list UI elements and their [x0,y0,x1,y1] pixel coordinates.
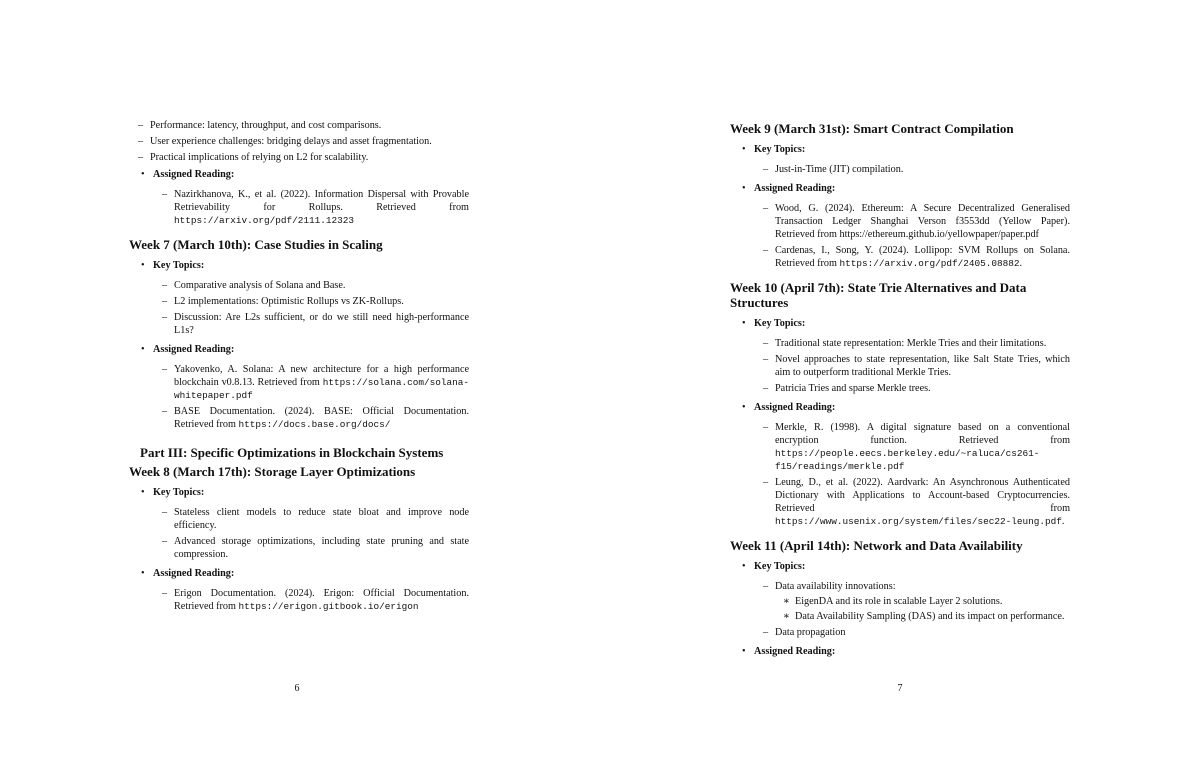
section-label: • Key Topics: [754,144,806,155]
assigned-reading-bullet [730,645,1070,658]
assigned-reading-bullet [730,401,1070,528]
list-item: – Advanced storage optimizations, including state pruning and state compression. [153,535,469,561]
assigned-reading-bullet [129,567,469,613]
reading-list [153,188,469,227]
week6-reading-section [129,168,469,227]
section-label: • Key Topics: [153,487,205,498]
reference-link[interactable]: https://people.eecs.berkeley.edu/~raluca/cs261-f15/readings/merkle.pdf [775,448,1040,472]
reference-link[interactable]: https://docs.base.org/docs/ [238,419,391,430]
section-label: • Key Topics: [754,318,806,329]
reading-list [153,587,469,613]
part-3-heading: Part III: Specific Optimizations in Blockchain Systems [140,445,444,460]
reference-link[interactable]: https://arxiv.org/pdf/2405.08882 [839,258,1020,269]
citation-text: Erigon Documentation. (2024). Erigon: Official Documentation. Retrieved from [174,588,469,612]
topics-list [754,337,1070,395]
section-label: • Assigned Reading: [153,568,235,579]
week-9-section [730,143,1070,270]
week-10-heading: Week 10 (April 7th): State Trie Alternatives and Data Structures [730,280,1027,310]
list-item: – Stateless client models to reduce state bloat and improve node efficiency. [153,506,469,532]
page-7 [600,0,1200,777]
reference-link[interactable]: https://erigon.gitbook.io/erigon [238,601,419,612]
week-11-section [730,560,1070,658]
week-10-section [730,317,1070,528]
subtopics-list [775,595,1070,623]
reading-item [153,587,469,613]
subtopic-item: ∗ Data Availability Sampling (DAS) and its impact on performance. [775,610,1070,623]
reading-item [153,188,469,227]
section-label: • Key Topics: [153,260,205,271]
citation-suffix: . [1061,516,1065,527]
section-label: • Assigned Reading: [153,344,235,355]
list-item: – Just-in-Time (JIT) compilation. [754,163,1070,176]
list-item: – Comparative analysis of Solana and Base. [153,279,469,292]
section-label: • Assigned Reading: [754,646,836,657]
citation-text: BASE Documentation. (2024). BASE: Official Documentation. Retrieved from [174,406,469,430]
week-11-heading: Week 11 (April 14th): Network and Data Availability [730,538,1023,553]
topics-list [754,580,1070,639]
reading-list [754,421,1070,528]
list-item: – User experience challenges: bridging delays and asset fragmentation. [129,135,469,148]
page-number: 6 [294,683,300,694]
list-item: – Discussion: Are L2s sufficient, or do we still need high-performance L1s? [153,311,469,337]
list-item: – Practical implications of relying on L2 for scalability. [129,151,469,164]
reading-list [153,363,469,431]
list-item: – Traditional state representation: Merkle Tries and their limitations. [754,337,1070,350]
week-7-section [129,259,469,431]
key-topics-bullet [730,560,1070,639]
subtopic-item: ∗ EigenDA and its role in scalable Layer 2 solutions. [775,595,1070,608]
section-label: • Key Topics: [754,561,806,572]
week-8-heading: Week 8 (March 17th): Storage Layer Optimizations [129,464,416,479]
citation-suffix: . [1019,258,1023,269]
topic-text: Data availability innovations: [775,581,896,592]
page-7-content [730,119,1070,665]
assigned-reading-bullet [129,343,469,431]
citation-text: Merkle, R. (1998). A digital signature based on a conventional encryption function. Retrieved from [775,422,1070,446]
week-7-heading: Week 7 (March 10th): Case Studies in Scaling [129,237,383,252]
citation-text: Yakovenko, A. Solana: A new architecture for a high performance blockchain v0.8.13. Retrieved from [174,364,469,388]
week-8-section [129,486,469,613]
list-item: – Novel approaches to state representation, like Salt State Tries, which aim to outperform traditional Merkle Tries. [754,353,1070,379]
section-label: • Assigned Reading: [754,402,836,413]
page-number: 7 [897,683,903,694]
assigned-reading-bullet [129,168,469,227]
topics-list [754,163,1070,176]
reading-item [153,363,469,402]
key-topics-bullet [129,486,469,561]
section-label: • Assigned Reading: [153,169,235,180]
reading-item [754,476,1070,528]
citation-text: Leung, D., et al. (2022). Aardvark: An Asynchronous Authenticated Dictionary with Applications to Account-based Cryptocurrencies. Retrieved from [775,477,1070,514]
reading-list [754,202,1070,270]
list-item [754,580,1070,623]
reading-item [153,405,469,431]
citation-text: Cardenas, I., Song, Y. (2024). Lollipop: SVM Rollups on Solana. Retrieved from [775,245,1070,269]
assigned-reading-bullet [730,182,1070,270]
list-item: – Performance: latency, throughput, and cost comparisons. [129,119,469,132]
reference-link[interactable]: https://solana.com/solana-whitepaper.pdf [174,377,469,401]
reading-item [754,421,1070,473]
topics-list [153,279,469,337]
performance-topics-list [129,119,469,164]
key-topics-bullet [730,317,1070,395]
week-9-heading: Week 9 (March 31st): Smart Contract Compilation [730,121,1014,136]
citation-text: Nazirkhanova, K., et al. (2022). Information Dispersal with Provable Retrievability for Rollups. Retrieved from [174,189,469,213]
reference-link[interactable]: https://arxiv.org/pdf/2111.12323 [174,215,355,226]
reading-item: – Wood, G. (2024). Ethereum: A Secure Decentralized Generalised Transaction Ledger Shanghai Verson f3553dd (Yellow Paper). Retrieved from https://ethereum.github.io/yellowpaper/paper.pdf [754,202,1070,241]
topics-list [153,506,469,561]
list-item: – Data propagation [754,626,1070,639]
key-topics-bullet [129,259,469,337]
page-6-content [129,119,469,619]
list-item: – L2 implementations: Optimistic Rollups vs ZK-Rollups. [153,295,469,308]
reading-item [754,244,1070,270]
key-topics-bullet [730,143,1070,176]
list-item: – Patricia Tries and sparse Merkle trees. [754,382,1070,395]
reference-link[interactable]: https://www.usenix.org/system/files/sec22-leung.pdf [775,516,1062,527]
section-label: • Assigned Reading: [754,183,836,194]
